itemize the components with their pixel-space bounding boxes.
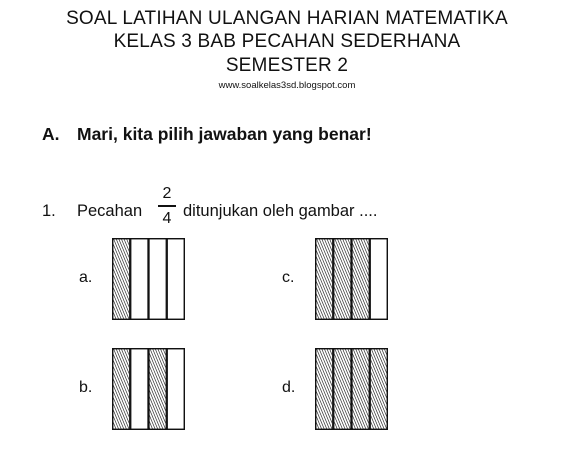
option-b-figure[interactable] xyxy=(112,348,185,430)
fraction xyxy=(158,184,176,229)
worksheet-title-line-3: SEMESTER 2 xyxy=(225,55,349,76)
option-c-label[interactable]: c. xyxy=(282,269,295,286)
fraction-part xyxy=(370,239,387,320)
question-text-after: ditunjukan oleh gambar .... xyxy=(183,202,378,220)
option-d-figure[interactable] xyxy=(315,348,388,430)
fraction-part xyxy=(167,239,184,320)
option-c-figure[interactable] xyxy=(315,238,388,320)
option-a-figure[interactable] xyxy=(112,238,185,320)
section-instruction: Mari, kita pilih jawaban yang benar! xyxy=(77,124,372,144)
fraction-part xyxy=(131,239,148,320)
question-number: 1. xyxy=(42,202,56,220)
option-b-label[interactable]: b. xyxy=(79,379,93,396)
fraction-part xyxy=(149,239,166,320)
fraction-denominator: 4 xyxy=(162,209,172,227)
website-url: www.soalkelas3sd.blogspot.com xyxy=(218,80,356,91)
fraction-numerator: 2 xyxy=(162,185,172,202)
option-d-label[interactable]: d. xyxy=(282,379,296,396)
fraction-bar xyxy=(158,205,176,207)
fraction-part xyxy=(167,349,184,430)
question-text-before: Pecahan xyxy=(77,202,143,220)
worksheet-title-line-2: KELAS 3 BAB PECAHAN SEDERHANA xyxy=(113,31,461,52)
fraction-part xyxy=(131,349,148,430)
section-letter: A. xyxy=(42,124,60,144)
option-a-label[interactable]: a. xyxy=(79,269,93,286)
worksheet-title-line-1: SOAL LATIHAN ULANGAN HARIAN MATEMATIKA xyxy=(66,8,508,29)
